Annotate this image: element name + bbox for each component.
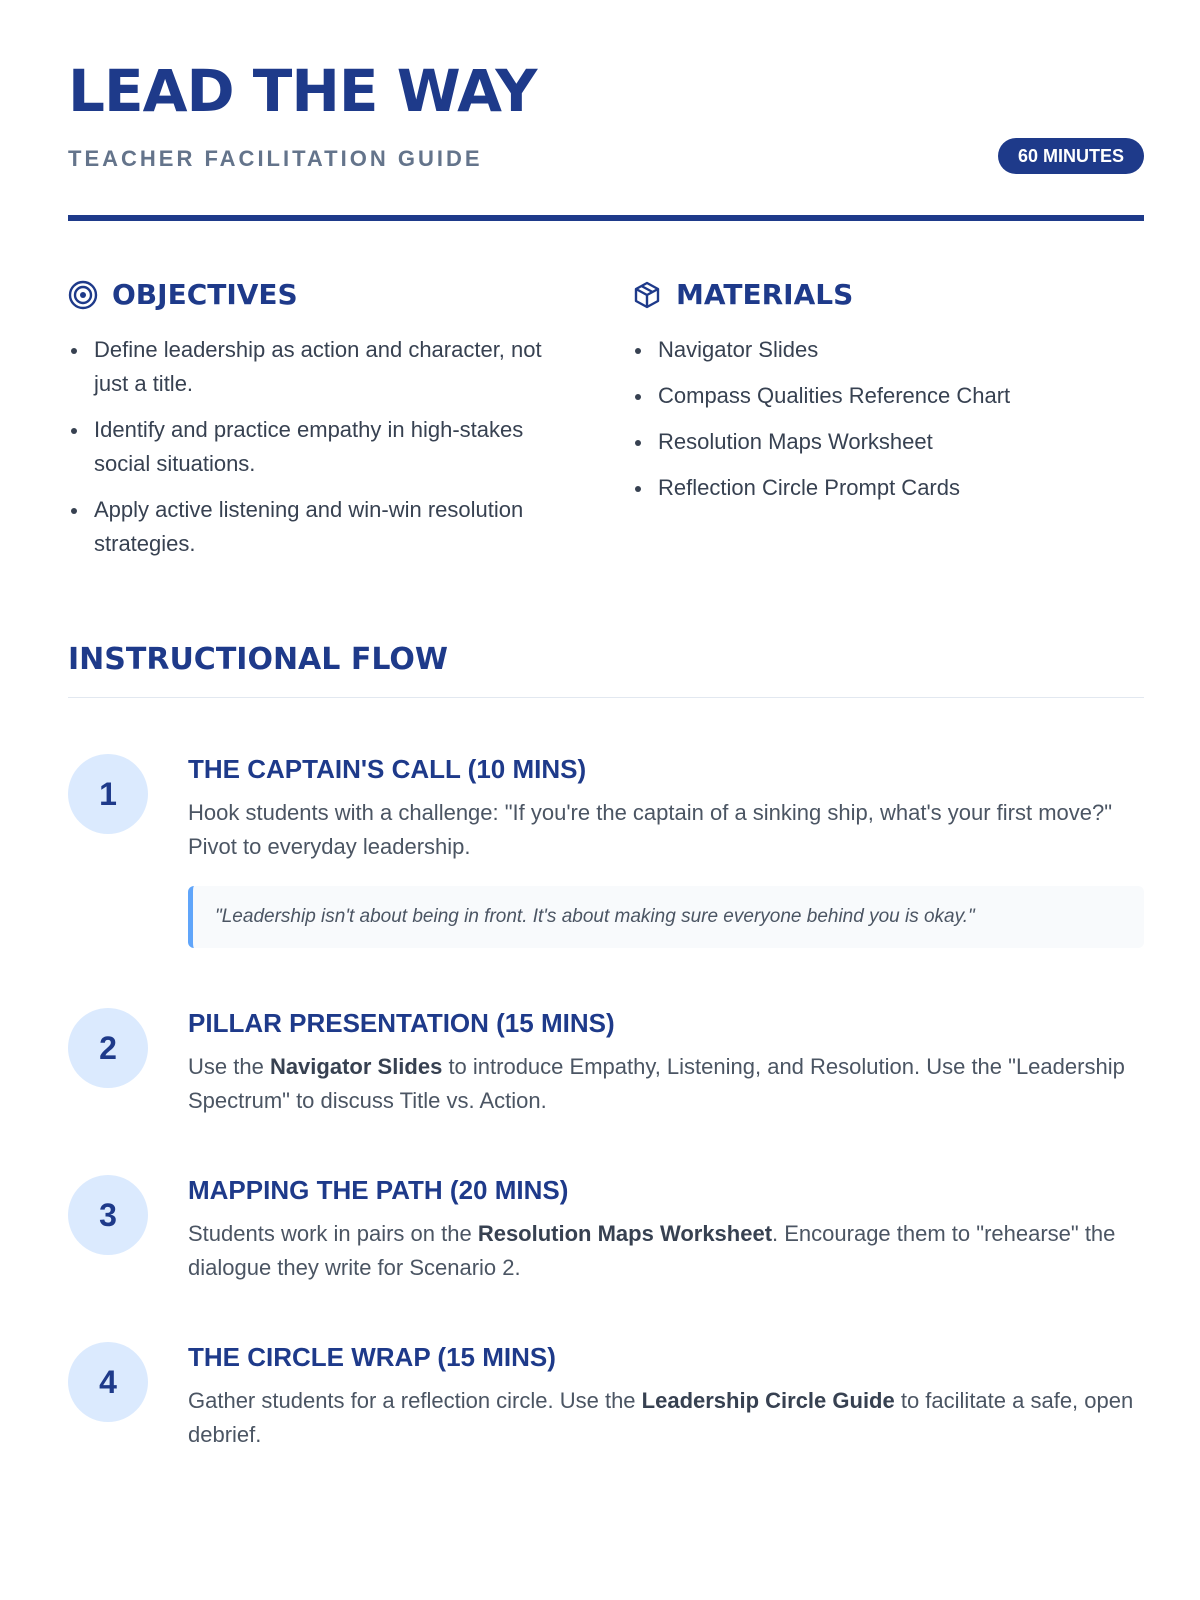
step-title: THE CIRCLE WRAP (15 MINS) <box>188 1342 556 1372</box>
materials-list <box>632 333 1142 505</box>
list-item: Identify and practice empathy in high-stakes social situations. <box>68 413 578 481</box>
step-description <box>188 1050 1144 1118</box>
step-title: THE CAPTAIN'S CALL (10 MINS) <box>188 754 587 784</box>
instructional-flow-heading: INSTRUCTIONAL FLOW <box>68 642 448 677</box>
list-item: Reflection Circle Prompt Cards <box>632 471 1142 505</box>
step-description <box>188 1217 1144 1285</box>
materials-heading <box>632 278 1142 311</box>
step-text-emphasis: Resolution Maps Worksheet <box>477 1221 773 1246</box>
step-content <box>188 1006 1144 1118</box>
step-content <box>188 1173 1144 1285</box>
step-number-badge: 1 <box>68 754 148 834</box>
page-title: LEAD THE WAY <box>68 57 537 125</box>
objectives-list <box>68 333 578 561</box>
step-text-part: . Encourage them to "rehearse" the dialogue they write for Scenario 2. <box>188 1221 1116 1280</box>
step-text-emphasis: Navigator Slides <box>269 1054 443 1079</box>
step-text-part: Use the <box>188 1054 270 1079</box>
step-text-part: to introduce Empathy, Listening, and Resolution. Use the "Leadership Spectrum" to discuss Title vs. Action. <box>188 1054 1125 1113</box>
step-text-emphasis: Leadership Circle Guide <box>641 1388 895 1413</box>
list-item: Resolution Maps Worksheet <box>632 425 1142 459</box>
step-text-part: Students work in pairs on the <box>188 1221 478 1246</box>
target-icon <box>68 280 98 310</box>
list-item: Apply active listening and win-win resolution strategies. <box>68 493 578 561</box>
header-divider <box>68 215 1144 221</box>
duration-badge: 60 MINUTES <box>998 138 1144 174</box>
step-title: MAPPING THE PATH (20 MINS) <box>188 1175 569 1205</box>
step-number-badge: 2 <box>68 1008 148 1088</box>
leadership-quote: "Leadership isn't about being in front. It's about making sure everyone behind you is okay." <box>188 886 1144 948</box>
step-content <box>188 1340 1144 1452</box>
objectives-section <box>68 278 578 573</box>
step-text-part: to facilitate a safe, open debrief. <box>188 1388 1134 1447</box>
step-text-part: Hook students with a challenge: "If you're the captain of a sinking ship, what's your first move?" Pivot to everyday leadership. <box>188 800 1113 859</box>
package-icon <box>632 280 662 310</box>
list-item: Navigator Slides <box>632 333 1142 367</box>
step-description <box>188 796 1144 864</box>
list-item: Define leadership as action and character, not just a title. <box>68 333 578 401</box>
step-content <box>188 752 1144 948</box>
flow-divider <box>68 697 1144 698</box>
step-number-badge: 4 <box>68 1342 148 1422</box>
step-number-badge: 3 <box>68 1175 148 1255</box>
page-subtitle: TEACHER FACILITATION GUIDE <box>68 146 483 171</box>
materials-section <box>632 278 1142 517</box>
step-title: PILLAR PRESENTATION (15 MINS) <box>188 1008 615 1038</box>
list-item: Compass Qualities Reference Chart <box>632 379 1142 413</box>
step-description <box>188 1384 1144 1452</box>
objectives-heading <box>68 278 578 311</box>
objectives-heading-label: OBJECTIVES <box>112 278 298 311</box>
materials-heading-label: MATERIALS <box>676 278 854 311</box>
step-text-part: Gather students for a reflection circle. Use the <box>188 1388 642 1413</box>
